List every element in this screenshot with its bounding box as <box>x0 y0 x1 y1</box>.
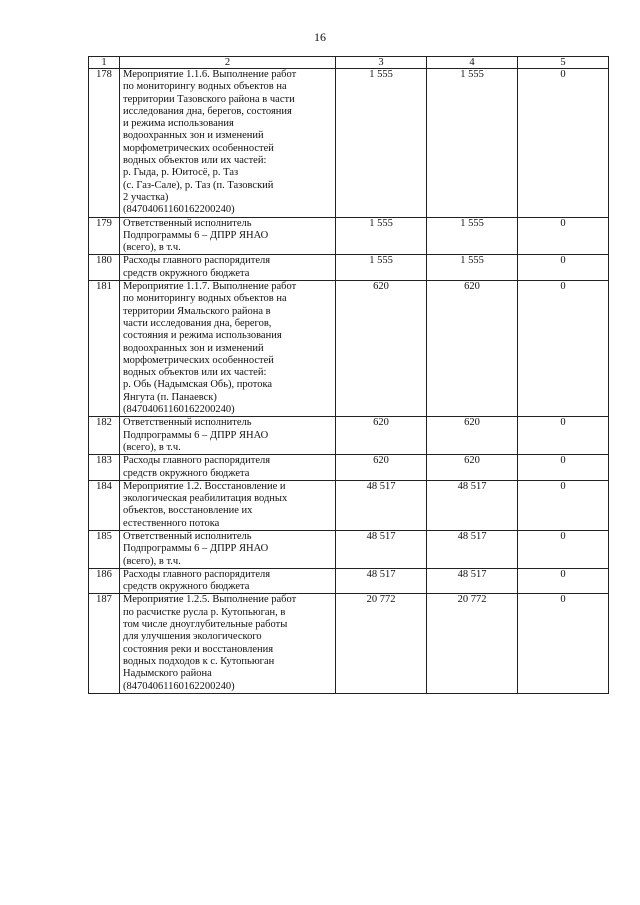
description-line: территории Тазовского района в части <box>123 93 295 105</box>
description-line: и режима использования <box>123 118 234 130</box>
budget-table <box>88 56 609 694</box>
row-number: 187 <box>89 594 120 693</box>
description-line: состояния реки и восстановления <box>123 643 274 655</box>
value-column-3: 620 <box>336 281 427 417</box>
row-number: 180 <box>89 255 120 281</box>
value-column-5: 0 <box>518 281 609 417</box>
value-column-5: 0 <box>518 530 609 568</box>
description-line: водоохранных зон и изменений <box>123 342 264 354</box>
description-line: по мониторингу водных объектов на <box>123 293 287 305</box>
row-description <box>120 568 336 594</box>
column-header-5: 5 <box>518 57 609 69</box>
description-line: (84704061160162200240) <box>123 680 235 692</box>
table-row <box>89 594 609 693</box>
description-line: водных подходов к с. Кутопьюган <box>123 655 275 667</box>
description-line: том числе дноуглубительные работы <box>123 619 288 631</box>
value-column-5: 0 <box>518 455 609 481</box>
table-row <box>89 69 609 218</box>
value-column-4: 20 772 <box>427 594 518 693</box>
description-line: (с. Газ-Сале), р. Таз (п. Тазовский <box>123 179 274 191</box>
description-line: Янгута (п. Панаевск) <box>123 391 217 403</box>
description-line: естественного потока <box>123 517 220 529</box>
description-line: по расчистке русла р. Кутопьюган, в <box>123 606 286 618</box>
value-column-4: 1 555 <box>427 255 518 281</box>
page-number: 16 <box>314 30 326 44</box>
row-description <box>120 480 336 530</box>
description-line: состояния и режима использования <box>123 330 282 342</box>
description-line: водных объектов или их частей: <box>123 155 267 167</box>
column-header-2: 2 <box>120 57 336 69</box>
row-number: 178 <box>89 69 120 218</box>
description-line: Расходы главного распорядителя <box>123 568 271 580</box>
value-column-4: 620 <box>427 455 518 481</box>
value-column-4: 48 517 <box>427 530 518 568</box>
description-line: исследования дна, берегов, состояния <box>123 105 292 117</box>
description-line: Ответственный исполнитель <box>123 530 252 542</box>
description-line: 2 участка) <box>123 191 169 203</box>
description-line: объектов, восстановление их <box>123 505 253 517</box>
description-line: водоохранных зон и изменений <box>123 130 264 142</box>
value-column-5: 0 <box>518 255 609 281</box>
description-line: морфометрических особенностей <box>123 354 274 366</box>
description-line: средств окружного бюджета <box>123 267 250 279</box>
row-number: 183 <box>89 455 120 481</box>
description-line: экологическая реабилитация водных <box>123 493 288 505</box>
row-description <box>120 417 336 455</box>
description-line: (всего), в т.ч. <box>123 555 181 567</box>
description-line: Подпрограммы 6 – ДПРР ЯНАО <box>123 543 269 555</box>
row-description <box>120 69 336 218</box>
row-number: 186 <box>89 568 120 594</box>
value-column-3: 48 517 <box>336 480 427 530</box>
description-line: для улучшения экологического <box>123 631 262 643</box>
value-column-4: 1 555 <box>427 69 518 218</box>
value-column-4: 620 <box>427 281 518 417</box>
row-description <box>120 455 336 481</box>
row-description <box>120 255 336 281</box>
value-column-3: 48 517 <box>336 530 427 568</box>
description-line: р. Гыда, р. Юитосё, р. Таз <box>123 167 239 179</box>
row-description <box>120 530 336 568</box>
column-header-4: 4 <box>427 57 518 69</box>
row-number: 184 <box>89 480 120 530</box>
value-column-3: 1 555 <box>336 69 427 218</box>
description-line: р. Обь (Надымская Обь), протока <box>123 379 273 391</box>
description-line: Мероприятие 1.2.5. Выполнение работ <box>123 594 297 606</box>
column-header-1: 1 <box>89 57 120 69</box>
row-number: 181 <box>89 281 120 417</box>
value-column-4: 48 517 <box>427 480 518 530</box>
description-line: Мероприятие 1.2. Восстановление и <box>123 480 286 492</box>
table-row <box>89 530 609 568</box>
value-column-3: 48 517 <box>336 568 427 594</box>
description-line: водных объектов или их частей: <box>123 367 267 379</box>
row-description <box>120 594 336 693</box>
value-column-5: 0 <box>518 480 609 530</box>
description-line: (84704061160162200240) <box>123 204 235 216</box>
value-column-5: 0 <box>518 594 609 693</box>
table-row <box>89 455 609 481</box>
description-line: Мероприятие 1.1.6. Выполнение работ <box>123 69 297 80</box>
value-column-3: 620 <box>336 455 427 481</box>
row-description <box>120 281 336 417</box>
description-line: средств окружного бюджета <box>123 467 250 479</box>
description-line: (84704061160162200240) <box>123 404 235 416</box>
value-column-5: 0 <box>518 217 609 255</box>
description-line: Подпрограммы 6 – ДПРР ЯНАО <box>123 429 269 441</box>
value-column-5: 0 <box>518 417 609 455</box>
description-line: Расходы главного распорядителя <box>123 455 271 467</box>
table-header-row <box>89 57 609 69</box>
column-header-3: 3 <box>336 57 427 69</box>
description-line: по мониторингу водных объектов на <box>123 81 287 93</box>
row-description <box>120 217 336 255</box>
value-column-4: 48 517 <box>427 568 518 594</box>
description-line: средств окружного бюджета <box>123 581 250 593</box>
description-line: морфометрических особенностей <box>123 142 274 154</box>
value-column-5: 0 <box>518 69 609 218</box>
value-column-3: 20 772 <box>336 594 427 693</box>
row-number: 179 <box>89 217 120 255</box>
table-row <box>89 480 609 530</box>
description-line: Надымского района <box>123 668 212 680</box>
description-line: территории Ямальского района в <box>123 305 271 317</box>
value-column-3: 1 555 <box>336 217 427 255</box>
description-line: (всего), в т.ч. <box>123 242 181 254</box>
row-number: 182 <box>89 417 120 455</box>
table-row <box>89 568 609 594</box>
description-line: Подпрограммы 6 – ДПРР ЯНАО <box>123 229 269 241</box>
description-line: Расходы главного распорядителя <box>123 255 271 267</box>
description-line: части исследования дна, берегов, <box>123 317 272 329</box>
table-row <box>89 217 609 255</box>
table-row <box>89 281 609 417</box>
value-column-3: 620 <box>336 417 427 455</box>
description-line: Ответственный исполнитель <box>123 417 252 429</box>
table-row <box>89 255 609 281</box>
description-line: Мероприятие 1.1.7. Выполнение работ <box>123 281 297 293</box>
description-line: Ответственный исполнитель <box>123 217 252 229</box>
description-line: (всего), в т.ч. <box>123 441 181 453</box>
value-column-3: 1 555 <box>336 255 427 281</box>
value-column-4: 620 <box>427 417 518 455</box>
row-number: 185 <box>89 530 120 568</box>
value-column-5: 0 <box>518 568 609 594</box>
table-row <box>89 417 609 455</box>
value-column-4: 1 555 <box>427 217 518 255</box>
